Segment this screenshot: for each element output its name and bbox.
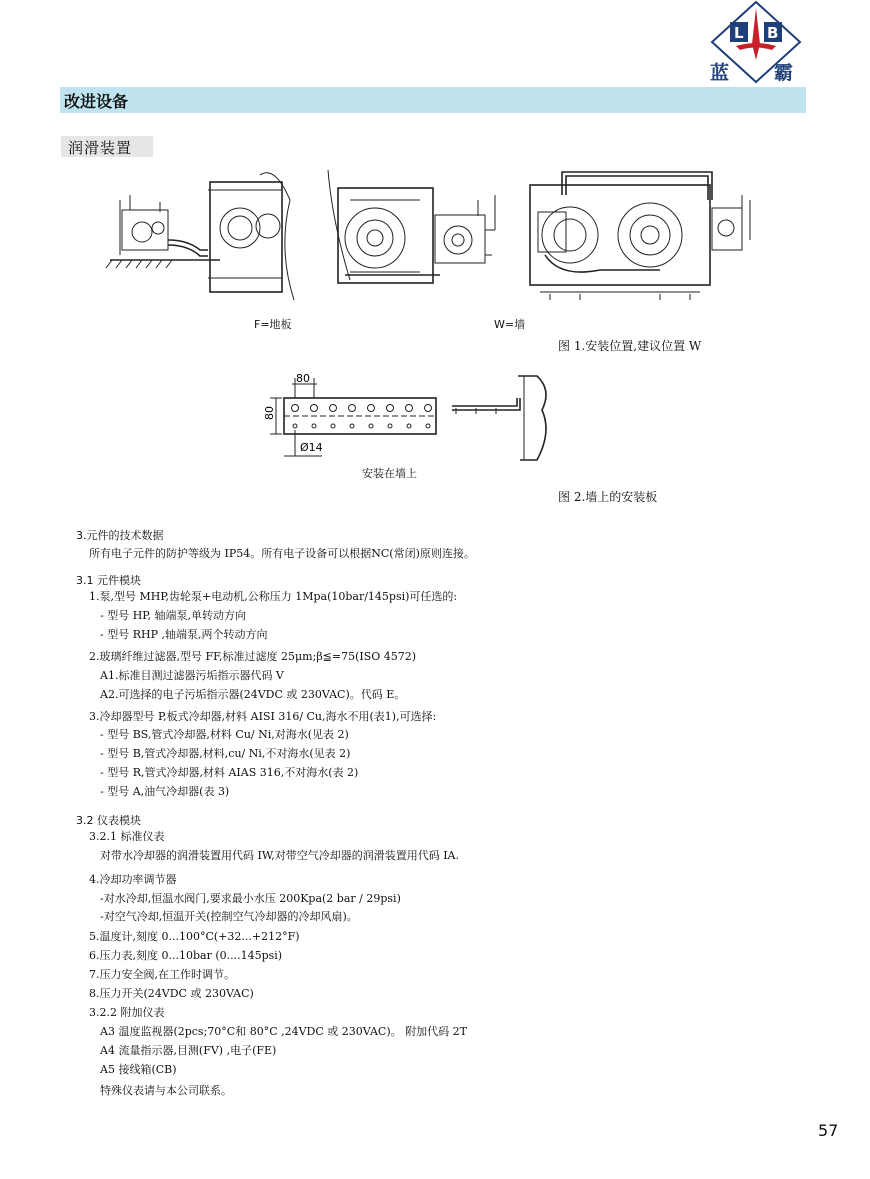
section3-intro: 所有电子元件的防护等级为 IP54。所有电子设备可以根据NC(常闭)原则连接。 <box>89 547 475 560</box>
plate-caption-label: 安装在墙上 <box>362 467 417 480</box>
s32-line-2: 对带水冷却器的润滑装置用代码 IW,对带空气冷却器的润滑装置用代码 IA. <box>100 849 460 862</box>
section3-title: 3.元件的技术数据 <box>76 529 164 542</box>
s31-line-7: 3.冷却器型号 P,板式冷却器,材料 AISI 316/ Cu,海水不用(表1),可选择: <box>89 710 437 723</box>
s31-line-10: - 型号 R,管式冷却器,材料 AIAS 316,不对海水(表 2) <box>100 766 359 779</box>
s32-line-10: 3.2.2 附加仪表 <box>89 1006 165 1019</box>
s32-line-3: 4.冷却功率调节器 <box>89 873 177 886</box>
label-wall: W=墙 <box>494 318 526 331</box>
s31-line-8: - 型号 BS,管式冷却器,材料 Cu/ Ni,对海水(见表 2) <box>100 728 349 741</box>
s32-line-9: 8.压力开关(24VDC 或 230VAC) <box>89 987 254 1000</box>
s32-line-7: 6.压力表,刻度 0...10bar (0....145psi) <box>89 949 283 962</box>
floor-mount-drawing <box>106 173 294 300</box>
figure1-caption: 图 1.安装位置,建议位置 W <box>558 339 702 353</box>
s32-line-5: -对空气冷却,恒温开关(控制空气冷却器的冷却风扇)。 <box>100 910 358 923</box>
s31-line-6: A2.可选择的电子污垢指示器(24VDC 或 230VAC)。代码 E。 <box>100 688 406 701</box>
plate-dimension-width: 80 <box>296 372 310 385</box>
label-floor: F=地板 <box>254 318 292 331</box>
s32-line-12: A4 流量指示器,目测(FV) ,电子(FE) <box>100 1044 277 1057</box>
s31-line-3: - 型号 RHP ,轴端泵,两个转动方向 <box>100 628 268 641</box>
closing-note: 特殊仪表请与本公司联系。 <box>100 1084 232 1097</box>
mounting-plate-drawing <box>262 370 562 465</box>
s31-line-9: - 型号 B,管式冷却器,材料,cu/ Ni,不对海水(见表 2) <box>100 747 351 760</box>
section31-title: 3.1 元件模块 <box>76 574 141 587</box>
section-header-bar <box>60 87 806 113</box>
plate-hole-diameter: Ø14 <box>300 441 323 454</box>
logo-letter-b: B <box>767 24 779 42</box>
s31-line-4: 2.玻璃纤维过滤器,型号 FF,标准过滤度 25μm;β≦=75(ISO 4572) <box>89 650 417 663</box>
s32-line-6: 5.温度计,刻度 0...100°C(+32...+212°F) <box>89 930 300 943</box>
figure2-caption: 图 2.墙上的安装板 <box>558 490 658 504</box>
logo-char-right: 霸 <box>774 62 794 84</box>
s32-line-1: 3.2.1 标准仪表 <box>89 830 165 843</box>
s31-line-5: A1.标准目测过滤器污垢指示器代码 V <box>100 669 284 682</box>
installation-position-drawing <box>100 160 770 310</box>
s31-line-2: - 型号 HP, 轴端泵,单转动方向 <box>100 609 246 622</box>
s32-line-13: A5 接线箱(CB) <box>100 1063 177 1076</box>
subsection-title: 润滑装置 <box>68 139 133 157</box>
wall-mount-drawing <box>328 170 495 283</box>
logo-char-left: 蓝 <box>710 62 730 84</box>
recommended-position-drawing <box>530 172 750 300</box>
s32-line-8: 7.压力安全阀,在工作时调节。 <box>89 968 235 981</box>
logo-letter-l: L <box>734 24 744 42</box>
plate-dimension-height: 80 <box>263 406 276 420</box>
s32-line-11: A3 温度监视器(2pcs;70°C和 80°C ,24VDC 或 230VAC)。 附加代码 2T <box>100 1025 467 1038</box>
s31-line-11: - 型号 A,油气冷却器(表 3) <box>100 785 230 798</box>
s32-line-4: -对水冷却,恒温水阀门,要求最小水压 200Kpa(2 bar / 29psi) <box>100 892 401 905</box>
company-logo <box>708 0 804 86</box>
section-title: 改进设备 <box>64 92 129 111</box>
s31-line-1: 1.泵,型号 MHP,齿轮泵+电动机,公称压力 1Mpa(10bar/145psi)可任选的: <box>89 590 458 603</box>
subsection-header-bar <box>61 136 153 157</box>
section32-title: 3.2 仪表模块 <box>76 814 141 827</box>
page-number: 57 <box>818 1121 839 1140</box>
